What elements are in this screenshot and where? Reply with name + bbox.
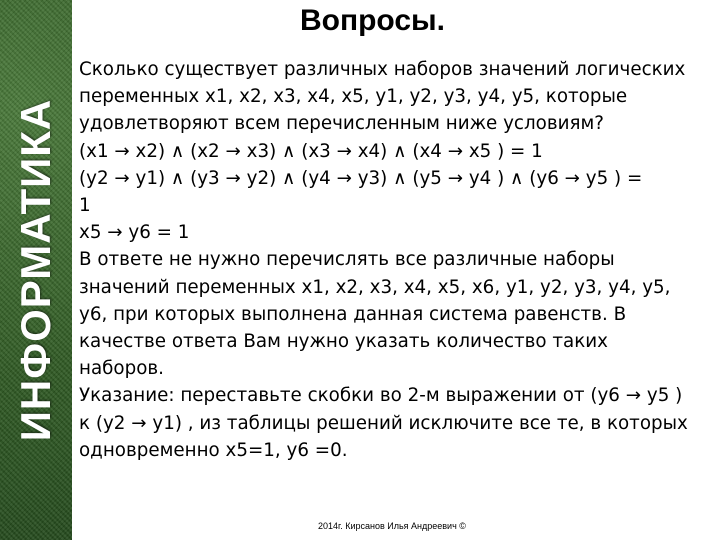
footer-copyright: 2014г. Кирсанов Илья Андреевич ©: [318, 521, 466, 531]
hint-line: одновременно x5=1, y6 =0.: [79, 439, 348, 461]
text-line: значений переменных x1, x2, x3, x4, x5, x6, y1, y2, y3, y4, y5,: [79, 276, 671, 298]
equation-line: 1: [79, 195, 91, 217]
sidebar-title: ИНФОРМАТИКА: [12, 98, 59, 442]
page-title: Вопросы.: [300, 4, 446, 37]
text-line: удовлетворяют всем перечисленным ниже условиям?: [79, 113, 604, 135]
equation-line: x5 → y6 = 1: [79, 222, 190, 244]
text-line: Сколько существует различных наборов значений логических: [79, 59, 686, 80]
hint-line: Указание: переставьте скобки во 2-м выражении от (y6 → y5 ): [79, 385, 683, 407]
question-text: [79, 56, 715, 464]
equation-line: (y2 → y1) ∧ (y3 → y2) ∧ (y4 → y3) ∧ (y5 → y4 ) ∧ (y6 → y5 ) =: [79, 167, 643, 189]
text-line: y6, при которых выполнена данная система равенств. В: [79, 303, 627, 325]
text-line: переменных x1, x2, x3, x4, x5, y1, y2, y3, y4, y5, которые: [79, 86, 628, 108]
sidebar-banner: [0, 0, 72, 540]
text-line: качестве ответа Вам нужно указать количество таких: [79, 331, 609, 353]
hint-line: к (y2 → y1) , из таблицы решений исключите все те, в которых: [79, 412, 688, 434]
text-line: В ответе не нужно перечислять все различные наборы: [79, 249, 615, 271]
text-line: наборов.: [79, 358, 164, 380]
equation-line: (x1 → x2) ∧ (x2 → x3) ∧ (x3 → x4) ∧ (x4 → x5 ) = 1: [79, 140, 543, 162]
